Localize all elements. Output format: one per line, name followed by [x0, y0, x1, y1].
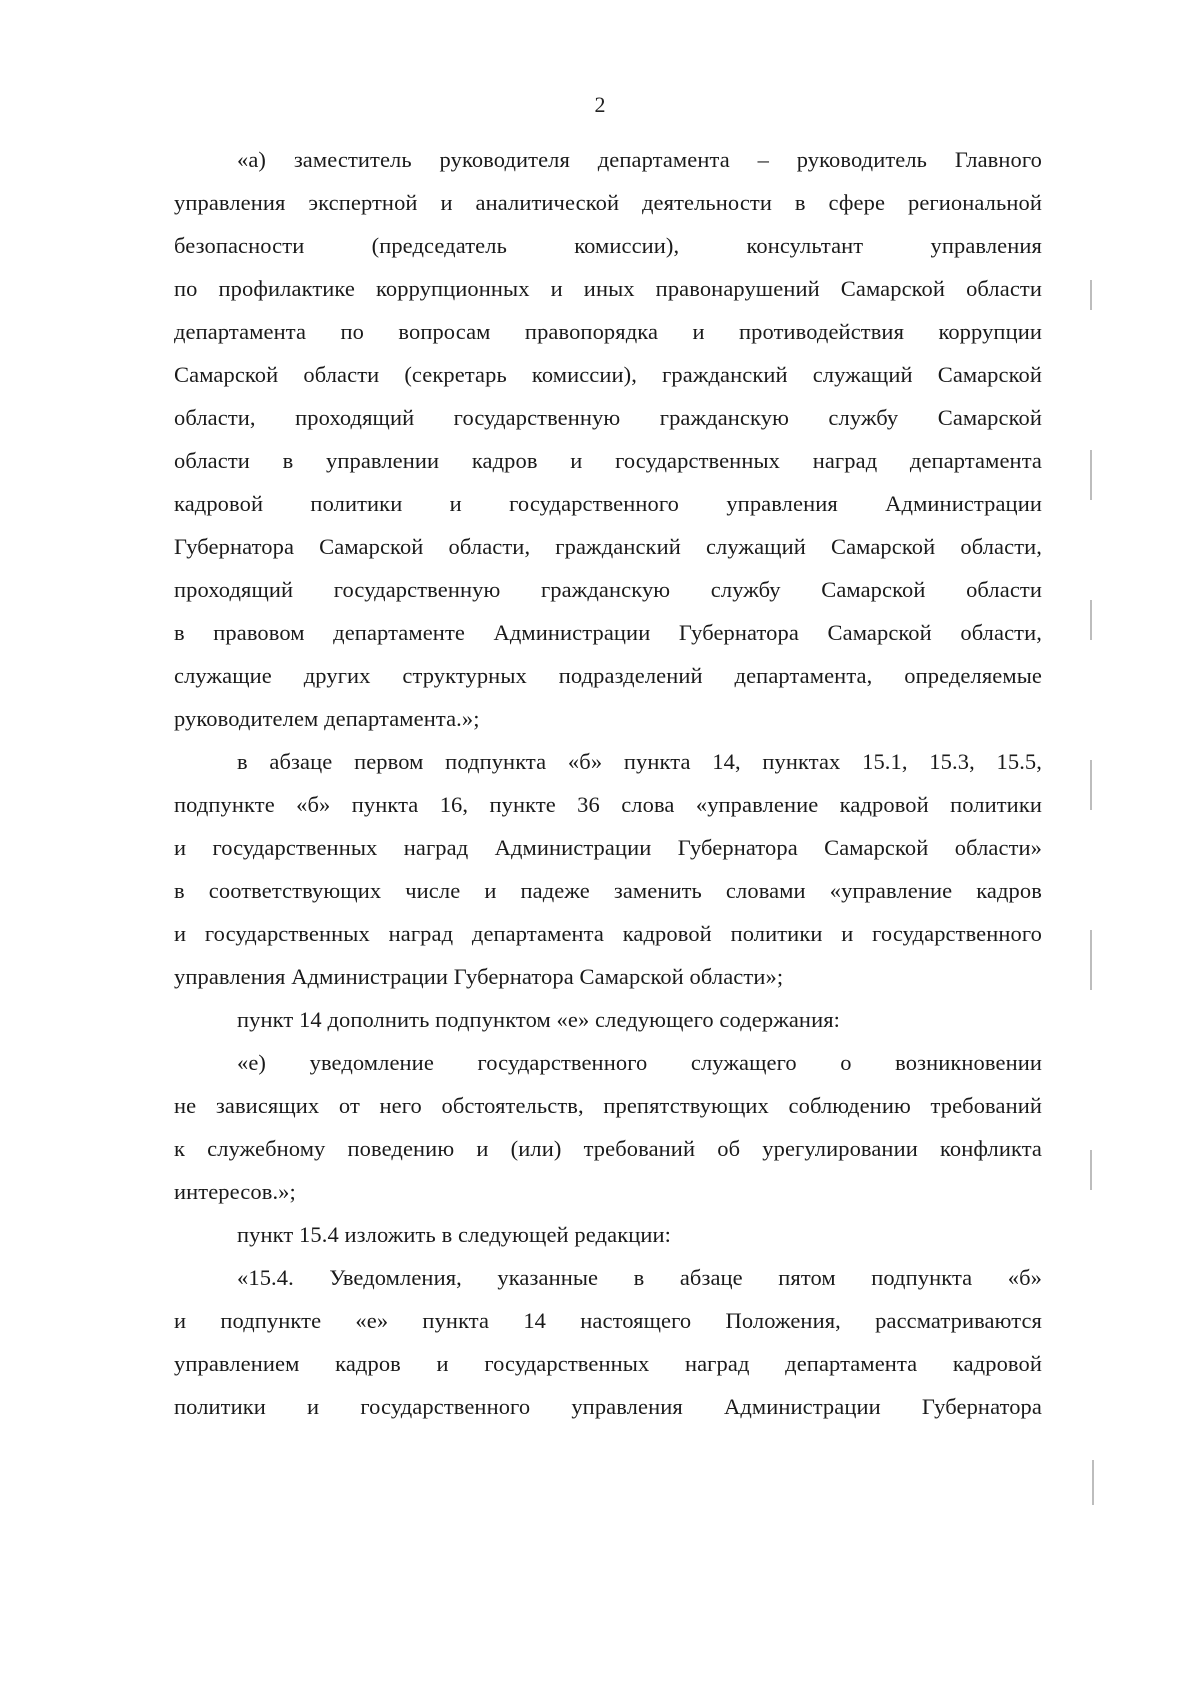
document-line: в соответствующих числе и падеже заменить словами «управление кадров	[174, 878, 1042, 903]
document-line: управлением кадров и государственных наград департамента кадровой	[174, 1351, 1042, 1376]
document-line: руководителем департамента.»;	[174, 706, 480, 731]
document-line: Губернатора Самарской области, гражданский служащий Самарской области,	[174, 534, 1042, 559]
document-line: пункт 14 дополнить подпунктом «е» следующего содержания:	[237, 1007, 841, 1032]
scan-artifact	[1092, 1460, 1094, 1505]
document-line: пункт 15.4 изложить в следующей редакции:	[237, 1222, 671, 1247]
document-body	[174, 138, 1042, 1428]
document-line: по профилактике коррупционных и иных правонарушений Самарской области	[174, 276, 1042, 301]
document-line: «15.4. Уведомления, указанные в абзаце пятом подпункта «б»	[237, 1265, 1042, 1290]
scan-artifact	[1090, 1150, 1092, 1190]
document-line: и государственных наград Администрации Губернатора Самарской области»	[174, 835, 1042, 860]
document-line: Самарской области (секретарь комиссии), гражданский служащий Самарской	[174, 362, 1042, 387]
document-line: области в управлении кадров и государственных наград департамента	[174, 448, 1042, 473]
document-line: в правовом департаменте Администрации Губернатора Самарской области,	[174, 620, 1042, 645]
document-line: служащие других структурных подразделений департамента, определяемые	[174, 663, 1042, 688]
document-line: кадровой политики и государственного управления Администрации	[174, 491, 1042, 516]
document-line: области, проходящий государственную гражданскую службу Самарской	[174, 405, 1042, 430]
document-line: и подпункте «е» пункта 14 настоящего Положения, рассматриваются	[174, 1308, 1042, 1333]
document-line: управления Администрации Губернатора Самарской области»;	[174, 964, 784, 989]
scan-artifact	[1090, 280, 1092, 310]
document-line: департамента по вопросам правопорядка и противодействия коррупции	[174, 319, 1042, 344]
document-line: «а) заместитель руководителя департамента – руководитель Главного	[237, 147, 1042, 172]
document-line: не зависящих от него обстоятельств, препятствующих соблюдению требований	[174, 1093, 1042, 1118]
scan-artifact	[1090, 930, 1092, 990]
document-line: управления экспертной и аналитической деятельности в сфере региональной	[174, 190, 1042, 215]
document-line: подпункте «б» пункта 16, пункте 36 слова «управление кадровой политики	[174, 792, 1042, 817]
scan-artifact	[1090, 600, 1092, 640]
document-line: «е) уведомление государственного служащего о возникновении	[237, 1050, 1042, 1075]
page-number: 2	[594, 92, 606, 117]
document-line: в абзаце первом подпункта «б» пункта 14, пунктах 15.1, 15.3, 15.5,	[237, 749, 1042, 774]
scan-artifact	[1090, 760, 1092, 810]
document-line: политики и государственного управления Администрации Губернатора	[174, 1394, 1042, 1419]
document-line: безопасности (председатель комиссии), консультант управления	[174, 233, 1042, 258]
document-line: к служебному поведению и (или) требований об урегулировании конфликта	[174, 1136, 1042, 1161]
document-line: и государственных наград департамента кадровой политики и государственного	[174, 921, 1042, 946]
document-line: интересов.»;	[174, 1179, 296, 1204]
scan-artifact	[1090, 450, 1092, 500]
document-line: проходящий государственную гражданскую службу Самарской области	[174, 577, 1042, 602]
